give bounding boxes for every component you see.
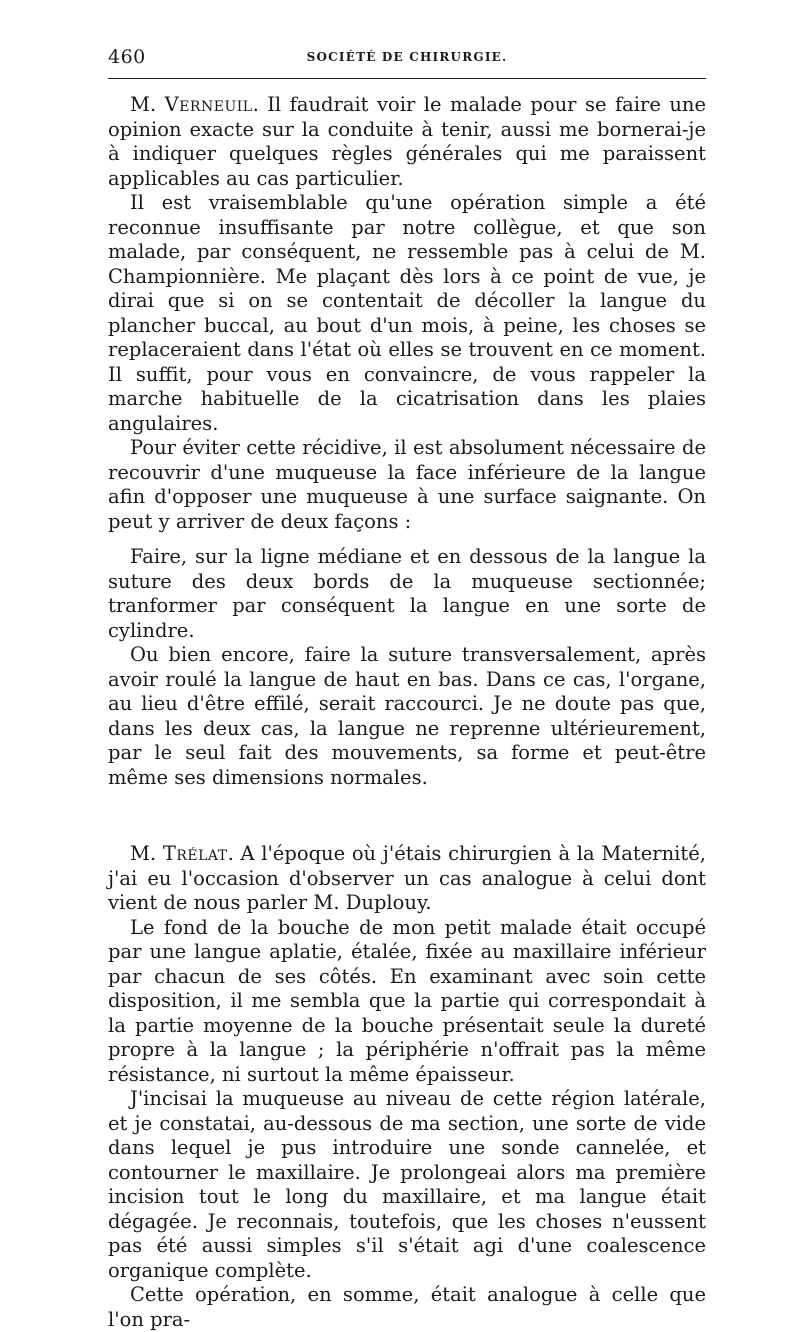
speaker-prefix: M. [130, 93, 165, 116]
speaker-prefix: M. [130, 842, 163, 865]
paragraph: Il est vraisemblable qu'une opération simple a été reconnue insuffisante par notre collègue, et que son malade, par conséquent, ne ressemble pas à celui de M. Championnière. Me plaçant dès lors à ce point de vue, je dirai que si on se contentait de décoller la langue du plancher buccal, au bout d'un mois, à peine, les choses se replaceraient dans l'état où elles se trouvent en ce moment. Il suffit, pour vous en convaincre, de vous rappeler la marche habituelle de la cicatrisation dans les plaies angulaires. [108, 191, 706, 435]
paragraph-text: . A l'époque où j'étais chirurgien à la Maternité, j'ai eu l'occasion d'observer un cas analogue à celui dont vient de nous parler M. Duplouy. [108, 842, 706, 914]
paragraph: Ou bien encore, faire la suture transversalement, après avoir roulé la langue de haut en bas. Dans ce cas, l'organe, au lieu d'être effilé, serait raccourci. Je ne doute pas que, dans les deux cas, la langue ne reprenne ultérieurement, par le seul fait des mouvements, sa forme et peut-être même ses dimensions normales. [108, 643, 706, 789]
paragraph: J'incisai la muqueuse au niveau de cette région latérale, et je constatai, au-dessous de ma section, une sorte de vide dans lequel je pus introduire une sonde cannelée, et contourner le maxillaire. Je prolongeai alors ma première incision tout le long du maxillaire, et ma langue était dégagée. Je reconnais, toutefois, que les choses n'eussent pas été aussi simples s'il s'était agi d'une coalescence organique complète. [108, 1087, 706, 1282]
paragraph: Faire, sur la ligne médiane et en dessous de la langue la suture des deux bords de la muqueuse sectionnée; tranformer par conséquent la langue en une sorte de cylindre. [108, 545, 706, 642]
paragraph-text: . Il faudrait voir le malade pour se faire une opinion exacte sur la conduite à tenir, aussi me bornerai-je à indiquer quelques règles générales qui me paraissent applicables au cas particulier. [108, 93, 706, 190]
speaker-name: Verneuil [164, 93, 253, 116]
paragraph [108, 93, 706, 191]
paragraph [108, 842, 706, 916]
paragraph: Cette opération, en somme, était analogue à celle que l'on pra- [108, 1283, 706, 1331]
page-header [108, 46, 706, 72]
running-title: SOCIÉTÉ DE CHIRURGIE. [306, 50, 508, 64]
paragraph: Le fond de la bouche de mon petit malade était occupé par une langue aplatie, étalée, fixée au maxillaire inférieur par chacun de ses côtés. En examinant avec soin cette disposition, il me sembla que la partie qui correspondait à la partie moyenne de la bouche présentait seule la dureté propre à la langue ; la périphérie n'offrait pas la même résistance, ni surtout la même épaisseur. [108, 915, 706, 1086]
page-number: 460 [108, 46, 146, 68]
header-rule [108, 78, 706, 79]
page-body [108, 93, 706, 1332]
paragraph: Pour éviter cette récidive, il est absolument nécessaire de recouvrir d'une muqueuse la face inférieure de la langue afin d'opposer une muqueuse à une surface saignante. On peut y arriver de deux façons : [108, 436, 706, 533]
speaker-name: Trélat [162, 842, 228, 865]
